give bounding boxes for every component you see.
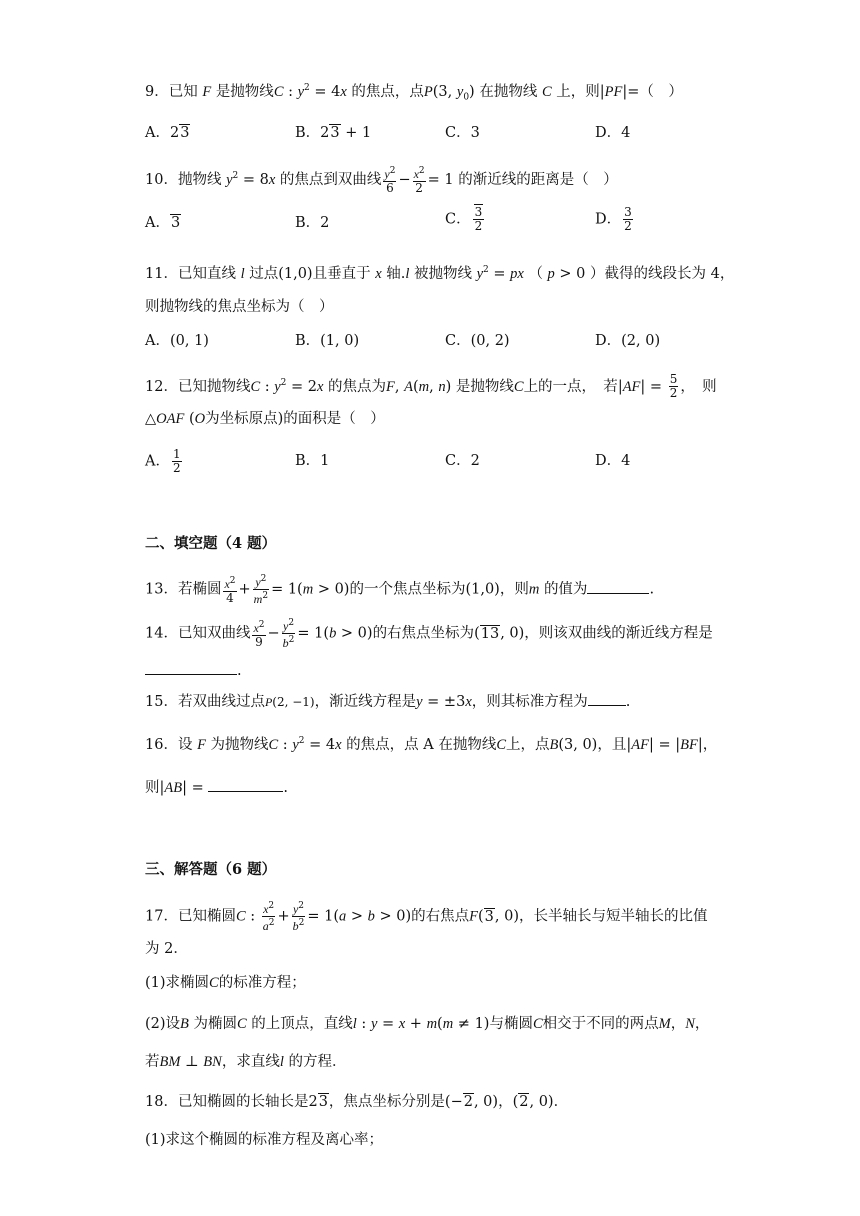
question-17-part-1: (1)求椭圆C的标准方程； bbox=[145, 975, 306, 991]
question-9-option-a: A．23 bbox=[145, 125, 190, 141]
section-3-heading: 三、解答题（6 题） bbox=[145, 861, 277, 878]
question-12-stem-line2: △OAF (O为坐标原点)的面积是（ ） bbox=[145, 411, 385, 427]
question-14-stem: 14．已知双曲线 $\frac{x^2}{9}$ − $\frac{y^2}{b^2}$ = 1(b > 0)的右焦点坐标为(13, 0)，则该双曲线的渐近线方程是 bbox=[145, 618, 713, 650]
question-14-blank: . bbox=[145, 660, 242, 682]
question-9-option-d: D．4 bbox=[595, 125, 631, 141]
question-11-stem: 11．已知直线 l 过点(1,0)且垂直于 x 轴.l 被抛物线 $y^2$ = px （ p > 0 ）截得的线段长为 4， bbox=[145, 265, 735, 282]
question-9-option-c: C．3 bbox=[445, 125, 480, 141]
question-17-part-2-line2: 若BM ⊥ BN，求直线l 的方程． bbox=[145, 1054, 347, 1070]
question-9-stem: 9．已知 F 是抛物线C : $y^2 = 4x$ 的焦点，点P(3, $y_0$) 在抛物线 C 上，则|PF|=（ ） bbox=[145, 83, 683, 103]
question-10-stem: 10．抛物线 $y^2 = 8x$ 的焦点到双曲线 $\frac{y^2}{6}$ − $\frac{x^2}{2}$ = 1 的渐近线的距离是（ ） bbox=[145, 166, 618, 195]
question-10-option-c: C． $\frac{3}{2}$ bbox=[445, 205, 483, 233]
question-18-part-1: (1)求这个椭圆的标准方程及离心率； bbox=[145, 1132, 384, 1148]
question-11-stem-line2: 则抛物线的焦点坐标为（ ） bbox=[145, 299, 334, 315]
question-16-stem-line2: 则|AB| = . bbox=[145, 777, 288, 799]
section-2-heading: 二、填空题（4 题） bbox=[145, 535, 277, 552]
question-11-option-b: B．(1, 0) bbox=[295, 333, 360, 349]
question-17-stem-line2: 为 2． bbox=[145, 941, 188, 957]
question-18-stem: 18．已知椭圆的长轴长是23，焦点坐标分别是(−2, 0)，(2, 0)． bbox=[145, 1094, 569, 1110]
question-12-option-b: B．1 bbox=[295, 453, 330, 469]
question-10-option-b: B．2 bbox=[295, 215, 330, 231]
question-16-stem: 16．设 F 为抛物线C : $y^2 = 4x$ 的焦点，点 A 在抛物线C上，点B(3, 0)，且|AF| = |BF|， bbox=[145, 736, 718, 753]
question-15-stem: 15．若双曲线过点P(2, −1)，渐近线方程是y = ±3x，则其标准方程为 . bbox=[145, 691, 630, 713]
question-17-part-2: (2)设B 为椭圆C 的上顶点，直线l : y = x + m(m ≠ 1)与椭圆C相交于不同的两点M，N， bbox=[145, 1016, 710, 1032]
question-12-option-d: D．4 bbox=[595, 453, 631, 469]
question-11-option-c: C．(0, 2) bbox=[445, 333, 510, 349]
question-11-option-a: A．(0, 1) bbox=[145, 333, 209, 349]
question-12-stem: 12．已知抛物线C : $y^2 = 2x$ 的焦点为F, A(m, n) 是抛物线C上的一点， 若|AF| = $\frac{5}{2}$ ， 则 bbox=[145, 372, 717, 401]
question-12-option-c: C．2 bbox=[445, 453, 480, 469]
question-17-stem: 17．已知椭圆C : $\frac{x^2}{a^2}$ + $\frac{y^2}{b^2}$ = 1(a > b > 0)的右焦点F(3, 0)，长半轴长与短半轴长的比值 bbox=[145, 901, 708, 933]
question-12-option-a: A． $\frac{1}{2}$ bbox=[145, 447, 181, 475]
question-13-stem: 13．若椭圆 $\frac{x^2}{4}$ + $\frac{y^2}{m^2}$ = 1(m > 0)的一个焦点坐标为(1,0)，则m 的值为 . bbox=[145, 574, 655, 606]
question-9-option-b: B．23 + 1 bbox=[295, 125, 372, 141]
question-10-option-d: D． $\frac{3}{2}$ bbox=[595, 205, 632, 233]
question-10-option-a: A．3 bbox=[145, 215, 181, 231]
question-11-option-d: D．(2, 0) bbox=[595, 333, 661, 349]
